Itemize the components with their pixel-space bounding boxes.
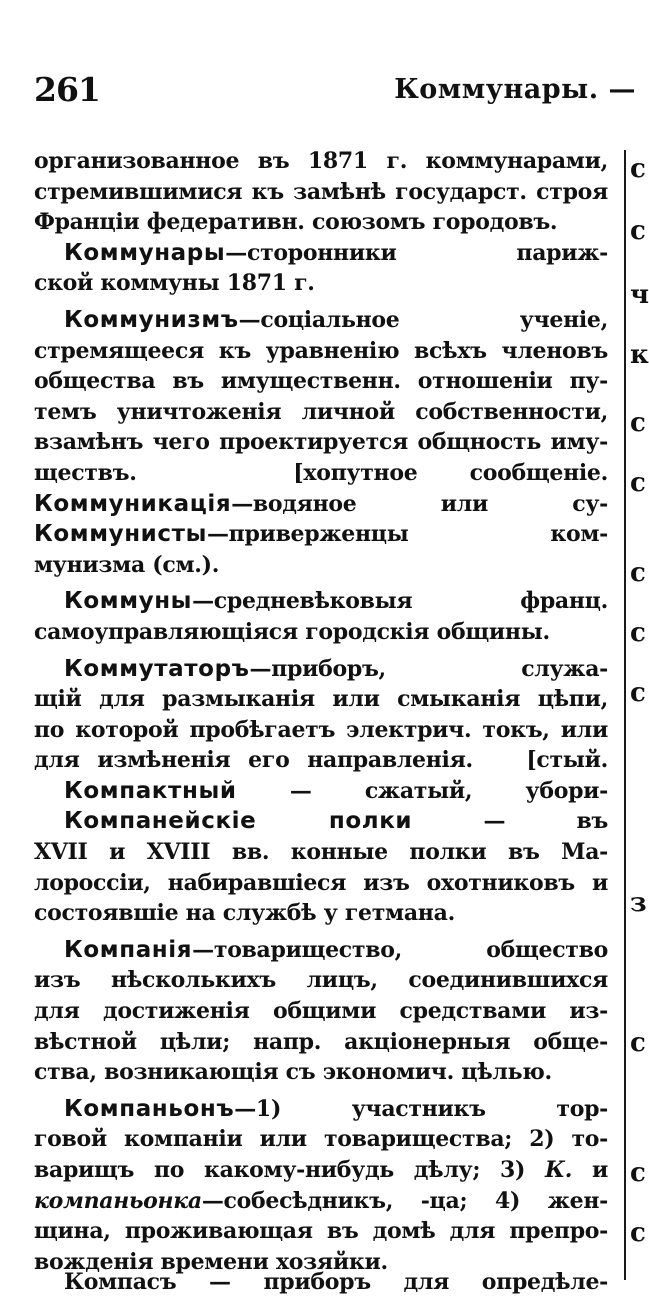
text-line: щій для размыканія или смыканія цѣпи, — [34, 686, 608, 713]
adjacent-column-fragments — [630, 0, 649, 1280]
text-line — [34, 806, 608, 837]
entry-kommutator — [34, 654, 608, 776]
definition: —сторонники париж- — [225, 239, 608, 266]
definition: —собесѣдникъ, -ца; 4) жен- — [201, 1187, 608, 1214]
definition: —приверженцы ком- — [206, 521, 608, 548]
edge-letter: с — [630, 1158, 646, 1188]
text-line: Франціи федеративн. союзомъ городовъ. — [34, 209, 558, 236]
headword: Коммунары — [64, 239, 226, 266]
text-line: ства, возникающія съ экономич. цѣлью. — [34, 1059, 552, 1086]
edge-letter: с — [630, 408, 646, 438]
text-line: вѣстной цѣли; напр. акціонерныя обще- — [34, 1028, 608, 1055]
definition: —приборъ, служа- — [249, 655, 608, 682]
italic-term: компаньонка — [34, 1187, 202, 1214]
entry-kompaktny — [34, 776, 608, 807]
entry-kompanyon — [34, 1094, 608, 1278]
entry-kompaneyskie-polki — [34, 806, 608, 928]
headword: Компаньонъ — [64, 1095, 235, 1122]
text-line — [34, 305, 608, 336]
headword: Коммунизмъ — [64, 306, 239, 333]
text-line: лороссіи, набиравшіеся изъ охотниковъ и — [34, 869, 608, 896]
cut-off-line — [34, 1267, 608, 1296]
text-line — [34, 654, 608, 685]
text-line: взамѣнъ чего проектируется общность иму- — [34, 429, 608, 456]
text-line — [34, 1094, 608, 1125]
entry-kommunisty — [34, 519, 608, 580]
text-line: Компасъ — приборъ для опредѣле- — [64, 1269, 608, 1296]
entry-kommunizm — [34, 305, 608, 489]
text-line: общества въ имущественн. отношеніи пу- — [34, 368, 608, 395]
edge-letter: с — [630, 1028, 646, 1058]
definition: — сжатый, убори- — [236, 777, 608, 804]
definition: —средневѣковыя франц. — [192, 588, 608, 615]
entry-continuation — [34, 146, 608, 238]
edge-letter: с — [630, 618, 646, 648]
text-line: ществъ. [хопутное сообщеніе. — [34, 459, 608, 486]
edge-letter: с — [630, 678, 646, 708]
entry-kommuny — [34, 586, 608, 647]
text-line — [34, 519, 608, 550]
definition: —водяное или су- — [231, 490, 608, 517]
text-line: вожденія времени хозяйки. — [34, 1248, 388, 1275]
text-line: стремившимися къ замѣнѣ государст. строя — [34, 178, 608, 205]
text-line: XVII и XVIII вв. конные полки въ Ма- — [34, 839, 608, 866]
definition: варищъ по какому-нибудь дѣлу; 3) — [34, 1157, 546, 1183]
running-head: Коммунары. — — [394, 74, 636, 105]
text-line — [34, 586, 608, 617]
text-line — [34, 935, 608, 966]
edge-letter: с — [630, 1218, 646, 1248]
text-line: по которой пробѣгаетъ электрич. токъ, или — [34, 716, 608, 743]
text-line — [34, 1186, 608, 1217]
text-line: стремящееся къ уравненію всѣхъ членовъ — [34, 337, 608, 364]
definition: —соціальное ученіе, — [238, 306, 608, 333]
edge-letter: ч — [630, 280, 649, 310]
headword: Коммутаторъ — [64, 655, 250, 682]
edge-letter: с — [630, 558, 646, 588]
headword: Компанія — [64, 936, 193, 963]
italic-abbrev: К. — [545, 1157, 573, 1183]
text-line: самоуправляющіяся городскія общины. — [34, 618, 550, 645]
text-line: изъ нѣсколькихъ лицъ, соединившихся — [34, 967, 608, 994]
text-line — [34, 1155, 608, 1186]
edge-letter: с — [630, 216, 646, 246]
edge-letter: с — [630, 154, 646, 184]
definition: — въ — [412, 808, 609, 835]
headword: Компактный — [64, 777, 237, 804]
headword: Коммуникація — [34, 490, 232, 517]
text-line: говой компаніи или товарищества; 2) то- — [34, 1126, 608, 1153]
edge-letter: с — [630, 468, 646, 498]
text-line: для измѣненія его направленія. [стый. — [34, 747, 608, 774]
text-line: темъ уничтоженія личной собственности, — [34, 398, 608, 425]
headword: Коммунисты — [34, 521, 207, 548]
entry-kommunikatsiya — [34, 489, 608, 520]
text-line — [34, 238, 608, 269]
column-rule — [624, 150, 626, 1280]
entry-kompaniya — [34, 935, 608, 1088]
text-line: состоявшіе на службѣ у гетмана. — [34, 900, 455, 927]
text-line: ской коммуны 1871 г. — [34, 270, 315, 297]
definition: и — [572, 1157, 608, 1183]
text-line: щина, проживающая въ домѣ для препро- — [34, 1218, 608, 1245]
headword: Компанейскіе полки — [64, 808, 413, 835]
text-line: для достиженія общими средствами из- — [34, 998, 608, 1025]
text-line — [34, 776, 608, 807]
text-line: мунизма (см.). — [34, 551, 220, 578]
headword: Коммуны — [64, 588, 193, 615]
edge-letter: к — [630, 340, 649, 370]
page-number: 261 — [34, 70, 100, 109]
text-line: организованное въ 1871 г. коммунарами, — [34, 148, 608, 174]
definition: —1) участникъ тор- — [234, 1095, 608, 1122]
definition: —товарищество, общество — [192, 936, 608, 963]
text-line — [34, 489, 608, 520]
edge-letter: з — [630, 888, 647, 918]
dictionary-column — [34, 146, 609, 1296]
entry-kommunary — [34, 238, 608, 299]
